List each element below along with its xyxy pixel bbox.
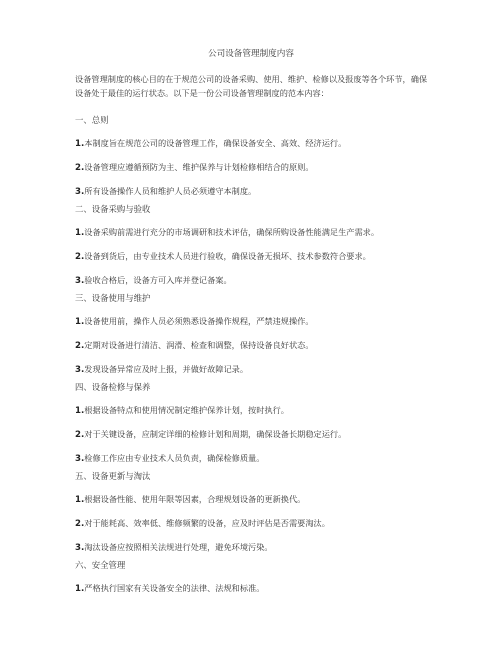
item-text: 发现设备异常应及时上报，并做好故障记录。 <box>84 364 249 374</box>
item-number: 1. <box>75 406 85 416</box>
item-text: 设备管理应遵循预防为主、维护保养与计划检修相结合的原则。 <box>84 162 314 172</box>
list-item <box>75 226 455 239</box>
item-text: 对于关键设备，应制定详细的检修计划和周期，确保设备长期稳定运行。 <box>84 429 347 439</box>
list-item <box>75 250 455 263</box>
intro-paragraph: 设备管理制度的核心目的在于规范公司的设备采购、使用、维护、检修以及报废等各个环节，确保设备处于最佳的运行状态。以下是一份公司设备管理制度的范本内容： <box>75 74 428 98</box>
item-number: 3. <box>75 454 85 464</box>
item-number: 2. <box>75 519 85 529</box>
item-number: 1. <box>75 228 85 238</box>
list-item <box>75 582 455 595</box>
item-number: 1. <box>75 584 85 594</box>
section-usage <box>75 292 455 376</box>
section-general <box>75 114 455 198</box>
item-text: 根据设备特点和使用情况制定维护保养计划，按时执行。 <box>84 405 289 415</box>
item-text: 淘汰设备应按照相关法规进行处理，避免环境污染。 <box>84 542 273 552</box>
item-number: 1. <box>75 317 85 327</box>
item-text: 设备使用前，操作人员必须熟悉设备操作规程，严禁违规操作。 <box>84 316 314 326</box>
item-text: 所有设备操作人员和维护人员必须遵守本制度。 <box>84 186 257 196</box>
item-text: 本制度旨在规范公司的设备管理工作，确保设备安全、高效、经济运行。 <box>84 138 347 148</box>
list-item <box>75 363 455 376</box>
list-item <box>75 161 455 174</box>
section-heading: 二、设备采购与验收 <box>75 204 151 214</box>
list-item <box>75 185 455 198</box>
section-heading: 五、设备更新与淘汰 <box>75 471 151 481</box>
item-number: 1. <box>75 495 85 505</box>
list-item <box>75 339 455 352</box>
item-text: 验收合格后，设备方可入库并登记备案。 <box>84 275 232 285</box>
list-item <box>75 428 455 441</box>
item-text: 根据设备性能、使用年限等因素，合理规划设备的更新换代。 <box>84 494 306 504</box>
item-number: 2. <box>75 430 85 440</box>
item-number: 3. <box>75 543 85 553</box>
item-number: 3. <box>75 365 85 375</box>
list-item <box>75 137 455 150</box>
list-item <box>75 517 455 530</box>
section-safety <box>75 559 455 595</box>
list-item <box>75 452 455 465</box>
item-number: 2. <box>75 252 85 262</box>
section-heading: 一、总则 <box>75 115 109 125</box>
list-item <box>75 493 455 506</box>
section-heading: 四、设备检修与保养 <box>75 382 151 392</box>
list-item <box>75 274 455 287</box>
list-item <box>75 541 455 554</box>
item-text: 严格执行国家有关设备安全的法律、法规和标准。 <box>84 583 265 593</box>
item-number: 3. <box>75 187 85 197</box>
section-heading: 三、设备使用与维护 <box>75 293 151 303</box>
section-heading: 六、安全管理 <box>75 560 126 570</box>
document-title: 公司设备管理制度内容 <box>208 49 294 59</box>
item-text: 对于能耗高、效率低、维修频繁的设备，应及时评估是否需要淘汰。 <box>84 518 330 528</box>
item-number: 2. <box>75 163 85 173</box>
list-item <box>75 315 455 328</box>
item-text: 检修工作应由专业技术人员负责，确保检修质量。 <box>84 453 265 463</box>
item-number: 1. <box>75 139 85 149</box>
item-number: 3. <box>75 276 85 286</box>
item-text: 定期对设备进行清洁、润滑、检查和调整，保持设备良好状态。 <box>84 340 314 350</box>
item-number: 2. <box>75 341 85 351</box>
section-procurement <box>75 203 455 287</box>
list-item <box>75 404 455 417</box>
section-maintenance <box>75 381 455 465</box>
item-text: 设备采购前需进行充分的市场调研和技术评估，确保所购设备性能满足生产需求。 <box>84 227 380 237</box>
item-text: 设备到货后，由专业技术人员进行验收，确保设备无损坏、技术参数符合要求。 <box>84 251 371 261</box>
section-renewal <box>75 470 455 554</box>
